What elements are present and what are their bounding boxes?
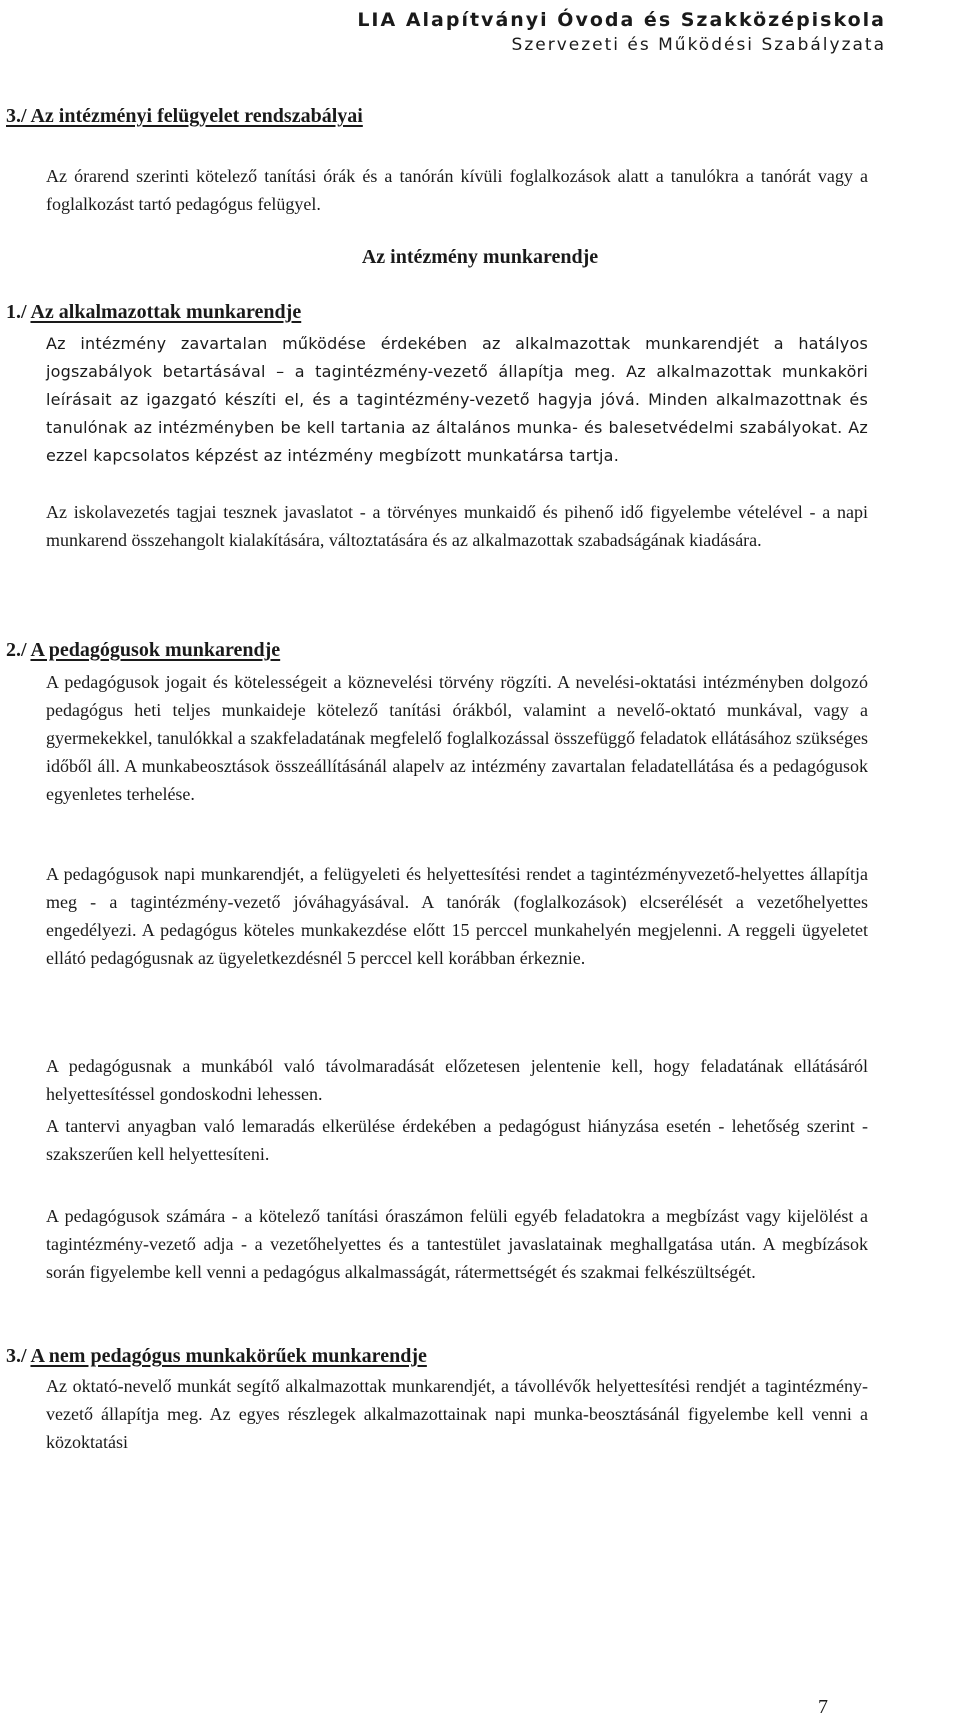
non-teaching-heading [6, 1344, 427, 1368]
supervision-text: Az órarend szerinti kötelező tanítási órák és a tanórán kívüli foglalkozások alatt a tanulókra a tanórát vagy a foglalkozást tartó pedagógus felügyel. [46, 166, 868, 214]
non-teaching-title: A nem pedagógus munkakörűek munkarendje [30, 1345, 427, 1367]
teachers-paragraph-3a: A pedagógusnak a munkából való távolmaradását előzetesen jelentenie kell, hogy feladatának ellátásáról helyettesítéssel gondoskodni lehessen. [46, 1056, 868, 1104]
teachers-title: A pedagógusok munkarendje [30, 639, 281, 661]
teachers-paragraph-3b: A tantervi anyagban való lemaradás elkerülése érdekében a pedagógust hiányzása esetén - lehetőség szerint - szakszerűen kell helyettesíteni. [46, 1116, 868, 1164]
teachers-paragraph-2: A pedagógusok napi munkarendjét, a felügyeleti és helyettesítési rendet a tagintézményvezető-helyettes állapítja meg - a tagintézmény-vezető jóváhagyásával. A tanórák (foglalkozások) elcserélését a vezetőhelyettes engedélyezi. A pedagógus köteles munkakezdése előtt 15 perccel munkahelyén megjelenni. A reggeli ügyeletet ellátó pedagógusnak az ügyeletkezdésnél 5 perccel kell korábban érkeznie. [46, 864, 868, 968]
employees-number: 1./ [6, 301, 27, 323]
document-title: Szervezeti és Működési Szabályzata [511, 35, 886, 55]
teachers-paragraph-1: A pedagógusok jogait és kötelességeit a köznevelési törvény rögzíti. A nevelési-oktatási intézményben dolgozó pedagógus heti teljes munkaideje kötelező tanítási órákból, valamint a nevelő-oktató munkával, vagy a gyermekekkel, tanulókkal a szakfeladatának megfelelő foglalkozással összefüggő feladatok ellátásához szükséges időből áll. A munkabeosztások összeállításánál alapelv az intézmény zavartalan feladatellátása és a pedagógusok egyenletes terhelése. [46, 672, 868, 804]
employees-heading [6, 300, 301, 324]
teachers-heading [6, 638, 280, 662]
page-header [357, 8, 886, 58]
non-teaching-paragraph-1: Az oktató-nevelő munkát segítő alkalmazottak munkarendjét, a távollévők helyettesítési rendjét a tagintézmény-vezető állapítja meg. Az egyes részlegek alkalmazottainak napi munka-beosztásánál figyelembe kell venni a közoktatási [46, 1376, 868, 1452]
school-name: LIA Alapítványi Óvoda és Szakközépiskola [357, 9, 886, 31]
teachers-paragraph-4: A pedagógusok számára - a kötelező tanítási óraszámon felüli egyéb feladatokra a megbízást vagy kijelölést a tagintézmény-vezető adja - a vezetőhelyettes és a tantestület javaslatainak meghallgatása után. A megbízások során figyelembe kell venni a pedagógus alkalmasságát, rátermettségét és szakmai felkészültségét. [46, 1206, 868, 1282]
employees-paragraph-2: Az iskolavezetés tagjai tesznek javaslatot - a törvényes munkaidő és pihenő idő figyelembe vételével - a napi munkarend összehangolt kialakítására, változtatására és az alkalmazottak szabadságának kiadására. [46, 502, 868, 550]
page-number: 7 [818, 1696, 828, 1718]
work-order-title: Az intézmény munkarendje [361, 246, 599, 268]
non-teaching-number: 3./ [6, 1345, 27, 1367]
employees-title: Az alkalmazottak munkarendje [30, 301, 302, 323]
teachers-number: 2./ [6, 639, 27, 661]
supervision-heading: 3./ Az intézményi felügyelet rendszabályai [6, 105, 363, 127]
employees-paragraph-1: Az intézmény zavartalan működése érdekében az alkalmazottak munkarendjét a hatályos jogszabályok betartásával – a tagintézmény-vezető állapítja meg. Az alkalmazottak munkaköri leírásait az igazgató készíti el, és a tagintézmény-vezető hagyja jóvá. Minden alkalmazottnak és tanulónak az intézményben be kell tartania az általános munka- és balesetvédelmi szabályokat. Az ezzel kapcsolatos képzést az intézmény megbízott munkatársa tartja. [46, 334, 868, 465]
